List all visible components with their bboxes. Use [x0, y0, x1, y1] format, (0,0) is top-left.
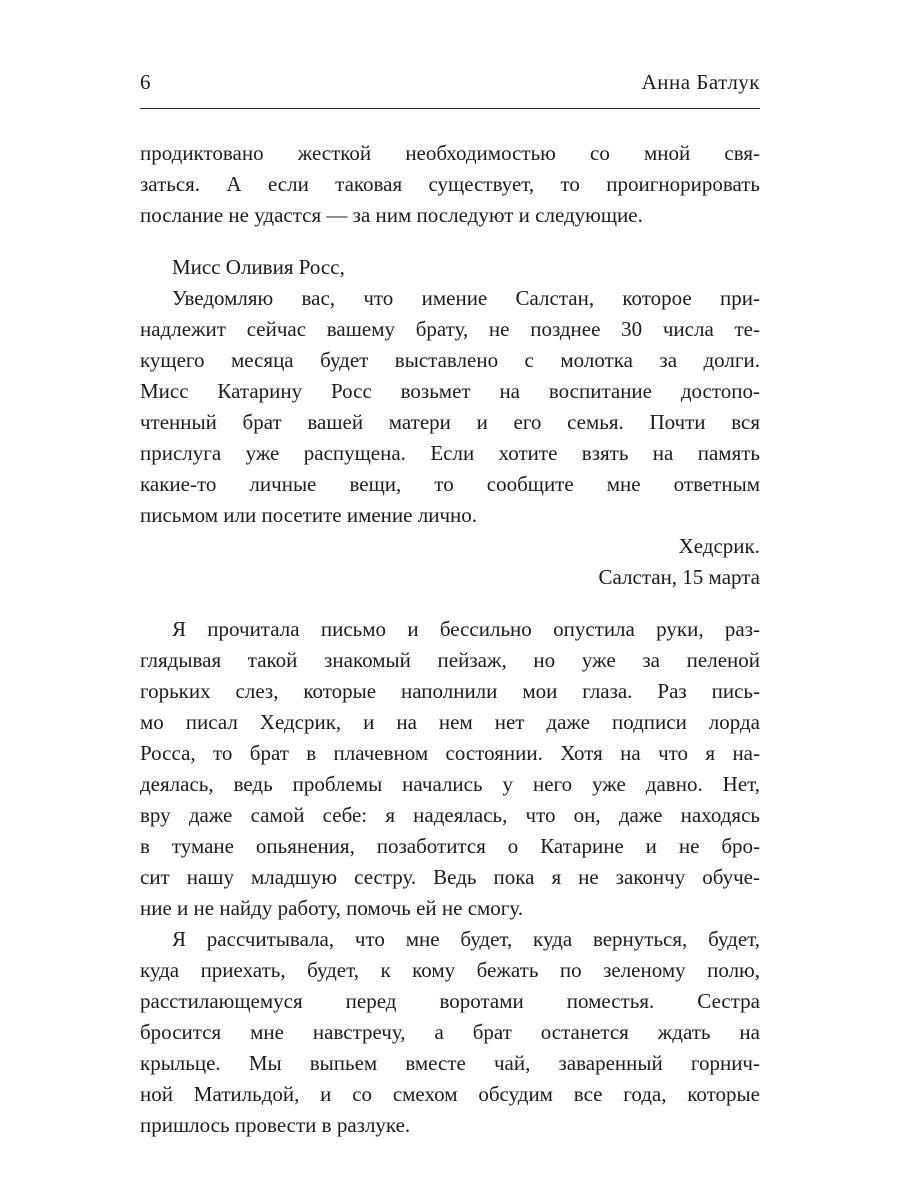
page-number: 6 [140, 70, 151, 94]
text-line: крыльце. Мы выпьем вместе чай, заваренный горнич- [140, 1051, 760, 1075]
text-line: куда приехать, будет, к кому бежать по зеленому полю, [140, 958, 760, 982]
continuation-paragraph [140, 138, 760, 231]
text-line: надлежит сейчас вашему брату, не позднее 30 числа те- [140, 317, 760, 341]
letter-body [140, 283, 760, 531]
text-line: Я рассчитывала, что мне будет, куда вернуться, будет, [172, 927, 760, 951]
narration-paragraph-1 [140, 614, 760, 924]
text-line: Росса, то брат в плачевном состоянии. Хотя на что я на- [140, 741, 760, 765]
text-line: Мисс Катарину Росс возьмет на воспитание достопо- [140, 379, 760, 403]
letter-salutation [140, 252, 760, 283]
text-line: пришлось провести в разлуке. [140, 1113, 411, 1137]
text-line: Уведомляю вас, что имение Салстан, которое при- [172, 286, 760, 310]
text-line: Мисс Оливия Росс, [172, 255, 345, 279]
text-line: сит нашу младшую сестру. Ведь пока я не закончу обуче- [140, 865, 760, 889]
blank-line [140, 231, 760, 252]
text-line: расстилающемуся перед воротами поместья. Сестра [140, 989, 760, 1013]
text-line: Салстан, 15 марта [598, 565, 760, 589]
text-line: заться. А если таковая существует, то проигнорировать [140, 172, 760, 196]
text-line: ной Матильдой, и со смехом обсудим все года, которые [140, 1082, 760, 1106]
blank-line [140, 593, 760, 614]
text-line: глядывая такой знакомый пейзаж, но уже за пеленой [140, 648, 760, 672]
text-line: прислуга уже распущена. Если хотите взять на память [140, 441, 760, 465]
text-line: бросится мне навстречу, а брат останется ждать на [140, 1020, 760, 1044]
page-body [140, 138, 760, 1141]
text-line: кущего месяца будет выставлено с молотка за долги. [140, 348, 760, 372]
text-line: письмом или посетите имение лично. [140, 503, 477, 527]
running-header [140, 70, 760, 109]
narration-paragraph-2 [140, 924, 760, 1141]
text-line: горьких слез, которые наполнили мои глаза. Раз пись- [140, 679, 760, 703]
text-line: продиктовано жесткой необходимостью со мной свя- [140, 141, 760, 165]
text-line: Я прочитала письмо и бессильно опустила руки, раз- [172, 617, 760, 641]
letter-signature [140, 531, 760, 593]
text-line: какие-то личные вещи, то сообщите мне ответным [140, 472, 760, 496]
text-line: вру даже самой себе: я надеялась, что он, даже находясь [140, 803, 760, 827]
running-header-author: Анна Батлук [641, 70, 760, 94]
text-column [140, 0, 760, 1141]
text-line: в тумане опьянения, позаботится о Катарине и не бро- [140, 834, 760, 858]
text-line: мо писал Хедсрик, и на нем нет даже подписи лорда [140, 710, 760, 734]
text-line: деялась, ведь проблемы начались у него уже давно. Нет, [140, 772, 760, 796]
text-line: чтенный брат вашей матери и его семья. Почти вся [140, 410, 760, 434]
text-line: послание не удастся — за ним последуют и следующие. [140, 203, 643, 227]
text-line: ние и не найду работу, помочь ей не смогу. [140, 896, 524, 920]
text-line: Хедсрик. [678, 534, 760, 558]
